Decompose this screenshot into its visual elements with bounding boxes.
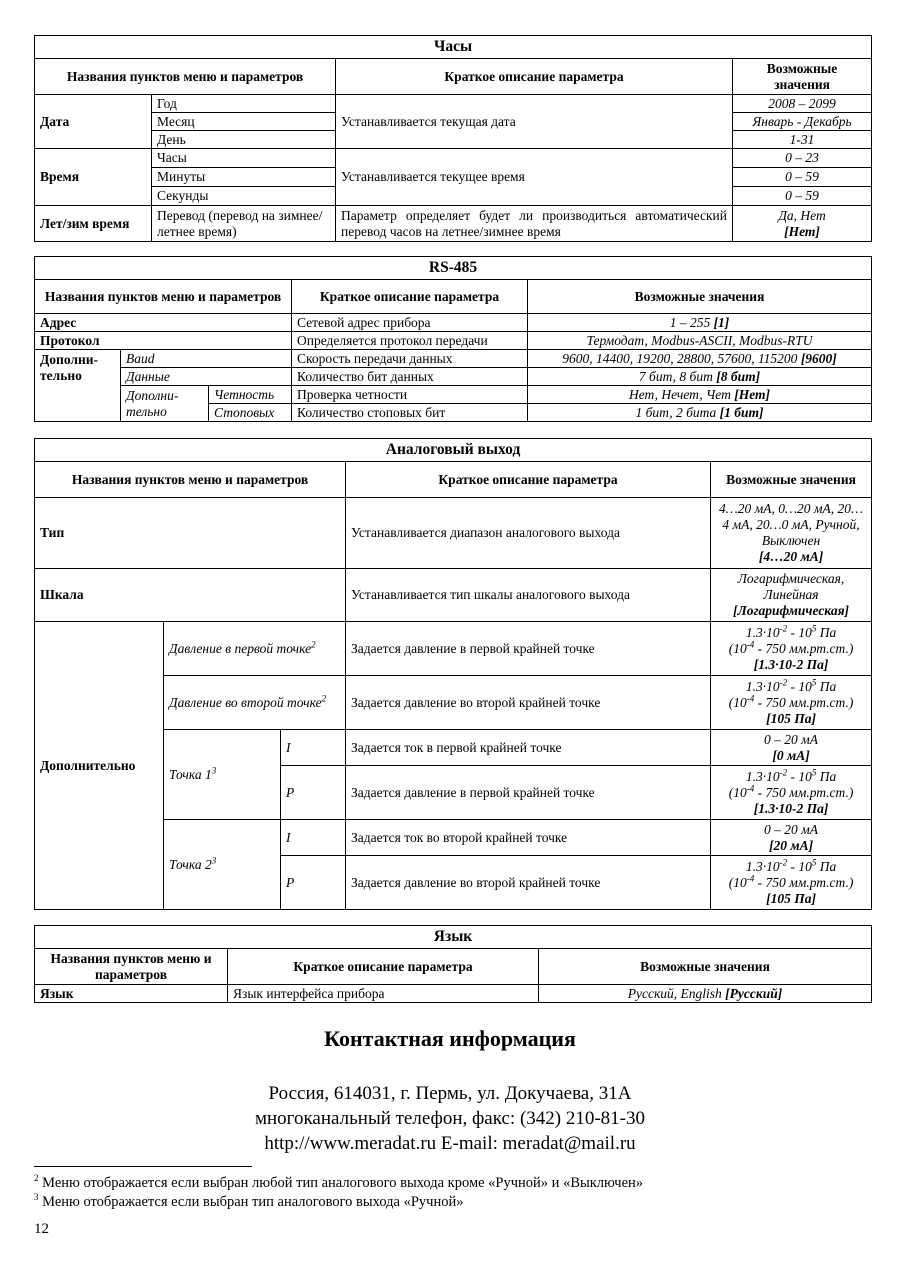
protocol-label: Протокол — [35, 332, 292, 350]
data-value: 7 бит, 8 бит [8 бит] — [528, 368, 872, 386]
footnote-divider — [34, 1166, 252, 1167]
rs485-header-names: Названия пунктов меню и параметров — [35, 280, 292, 314]
scale-label: Шкала — [35, 569, 346, 622]
stop-desc: Количество стоповых бит — [292, 404, 528, 422]
analog-title: Аналоговый выход — [35, 439, 872, 462]
dst-desc: Параметр определяет будет ли производиться автоматический перевод часов на летнее/зимнее время — [336, 206, 733, 242]
page-number: 12 — [34, 1221, 49, 1237]
scale-value: Логарифмическая, Линейная [Логарифмическая] — [711, 569, 872, 622]
pp1-label: P — [281, 766, 346, 820]
header-values: Возможные значения — [733, 59, 872, 95]
rs485-title: RS-485 — [35, 257, 872, 280]
baud-desc: Скорость передачи данных — [292, 350, 528, 368]
date-label: Дата — [35, 95, 152, 149]
lang-title: Язык — [35, 926, 872, 949]
lang-header-desc: Краткое описание параметра — [228, 949, 539, 985]
pp1-desc: Задается давление в первой крайней точке — [346, 766, 711, 820]
hours-item: Часы — [152, 149, 336, 168]
month-value: Январь - Декабрь — [733, 113, 872, 131]
dst-item: Перевод (перевод на зимнее/летнее время) — [152, 206, 336, 242]
dst-label: Лет/зим время — [35, 206, 152, 242]
rs485-extra2-label: Дополни-тельно — [121, 386, 209, 422]
footnote-2: $^2$ Меню отображается если выбран любой тип аналогового выхода кроме «Ручной» и «Выключен» — [34, 1173, 644, 1191]
i1-desc: Задается ток в первой крайней точке — [346, 730, 711, 766]
lang-header-values: Возможные значения — [539, 949, 872, 985]
data-label: Данные — [121, 368, 292, 386]
date-desc: Устанавливается текущая дата — [336, 95, 733, 149]
lang-header-names: Названия пунктов меню и параметров — [35, 949, 228, 985]
seconds-value: 0 – 59 — [733, 187, 872, 206]
seconds-item: Секунды — [152, 187, 336, 206]
pp1-value: $1.3\cdot 10^{-2} - 10^5$ Па ($10^{-4} - 750$ мм.рт.ст.) [1.3·10-2 Па] — [711, 766, 872, 820]
header-desc: Краткое описание параметра — [336, 59, 733, 95]
baud-value: 9600, 14400, 19200, 28800, 57600, 115200 [9600] — [528, 350, 872, 368]
contact-web: http://www.meradat.ru E-mail: meradat@mail.ru — [264, 1133, 636, 1154]
type-desc: Устанавливается диапазон аналогового выхода — [346, 498, 711, 569]
stop-label: Стоповых — [209, 404, 292, 422]
month-item: Месяц — [152, 113, 336, 131]
p1-label: Давление в первой точке$^2$ — [164, 622, 346, 676]
data-desc: Количество бит данных — [292, 368, 528, 386]
pp2-desc: Задается давление во второй крайней точке — [346, 856, 711, 910]
analog-header-desc: Краткое описание параметра — [346, 462, 711, 498]
p2-label: Давление во второй точке$^2$ — [164, 676, 346, 730]
analog-header-values: Возможные значения — [711, 462, 872, 498]
hours-value: 0 – 23 — [733, 149, 872, 168]
rs485-header-values: Возможные значения — [528, 280, 872, 314]
minutes-value: 0 – 59 — [733, 168, 872, 187]
pp2-value: $1.3\cdot 10^{-2} - 10^5$ Па ($10^{-4} - 750$ мм.рт.ст.) [105 Па] — [711, 856, 872, 910]
p1-desc: Задается давление в первой крайней точке — [346, 622, 711, 676]
baud-label: Baud — [121, 350, 292, 368]
address-desc: Сетевой адрес прибора — [292, 314, 528, 332]
lang-label: Язык — [35, 985, 228, 1003]
stop-value: 1 бит, 2 бита [1 бит] — [528, 404, 872, 422]
time-label: Время — [35, 149, 152, 206]
year-item: Год — [152, 95, 336, 113]
time-desc: Устанавливается текущее время — [336, 149, 733, 206]
clock-title: Часы — [35, 36, 872, 59]
parity-value: Нет, Нечет, Чет [Нет] — [528, 386, 872, 404]
scale-desc: Устанавливается тип шкалы аналогового выхода — [346, 569, 711, 622]
analog-extra-label: Дополнительно — [35, 622, 164, 910]
i1-value: 0 – 20 мА [0 мА] — [711, 730, 872, 766]
address-value: 1 – 255 [1] — [528, 314, 872, 332]
contact-phone: многоканальный телефон, факс: (342) 210-81-30 — [254, 1108, 646, 1129]
lang-table — [34, 925, 872, 1003]
footnote-3: $^3$ Меню отображается если выбран тип аналогового выхода «Ручной» — [34, 1192, 464, 1210]
dst-value: Да, Нет [Нет] — [733, 206, 872, 242]
analog-header-names: Названия пунктов меню и параметров — [35, 462, 346, 498]
header-names: Названия пунктов меню и параметров — [35, 59, 336, 95]
minutes-item: Минуты — [152, 168, 336, 187]
contact-address: Россия, 614031, г. Пермь, ул. Докучаева, 31А — [268, 1083, 632, 1104]
parity-label: Четность — [209, 386, 292, 404]
p1-value: $1.3\cdot 10^{-2} - 10^5$ Па ($10^{-4} - 750$ мм.рт.ст.) [1.3·10-2 Па] — [711, 622, 872, 676]
p2-desc: Задается давление во второй крайней точке — [346, 676, 711, 730]
day-item: День — [152, 131, 336, 149]
i2-value: 0 – 20 мА [20 мА] — [711, 820, 872, 856]
pp2-label: P — [281, 856, 346, 910]
contact-title: Контактная информация — [324, 1026, 576, 1051]
clock-table — [34, 35, 872, 242]
pt1-label: Точка $1^3$ — [164, 730, 281, 820]
protocol-value: Термодат, Modbus-ASCII, Modbus-RTU — [528, 332, 872, 350]
p2-value: $1.3\cdot 10^{-2} - 10^5$ Па ($10^{-4} - 750$ мм.рт.ст.) [105 Па] — [711, 676, 872, 730]
rs485-extra-label: Дополни-тельно — [35, 350, 121, 422]
year-value: 2008 – 2099 — [733, 95, 872, 113]
lang-value: Русский, English [Русский] — [539, 985, 872, 1003]
i1-label: I — [281, 730, 346, 766]
protocol-desc: Определяется протокол передачи — [292, 332, 528, 350]
i2-label: I — [281, 820, 346, 856]
address-label: Адрес — [35, 314, 292, 332]
rs485-table — [34, 256, 872, 422]
parity-desc: Проверка четности — [292, 386, 528, 404]
lang-desc: Язык интерфейса прибора — [228, 985, 539, 1003]
type-value: 4…20 мА, 0…20 мА, 20…4 мА, 20…0 мА, Ручной, Выключен [4…20 мА] — [711, 498, 872, 569]
analog-table — [34, 438, 872, 910]
day-value: 1-31 — [733, 131, 872, 149]
pt2-label: Точка $2^3$ — [164, 820, 281, 910]
type-label: Тип — [35, 498, 346, 569]
i2-desc: Задается ток во второй крайней точке — [346, 820, 711, 856]
rs485-header-desc: Краткое описание параметра — [292, 280, 528, 314]
